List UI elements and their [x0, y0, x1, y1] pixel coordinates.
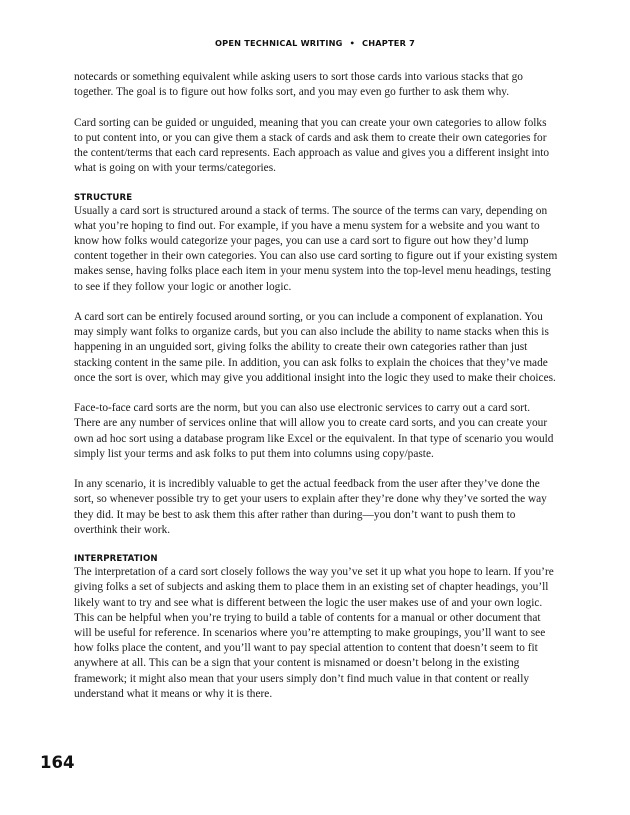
interpretation-heading: INTERPRETATION: [74, 554, 158, 565]
header-separator: •: [349, 38, 355, 48]
running-header: [0, 38, 630, 48]
structure-paragraph-electronic: Face-to-face card sorts are the norm, but you can also use electronic services to carry out a card sort. There are any number of services online that will allow you to create card sorts, and you can create your own ad hoc sort using a database program like Excel or the equivalent. In that type of scenario you would simply list your terms and ask folks to put them into columns using copy/paste.: [74, 402, 554, 460]
interpretation-paragraph: The interpretation of a card sort closely follows the way you’ve set it up what you hope to learn. If you’re giving folks a set of subjects and asking them to place them in an existing set of chapter headings, you’ll likely want to try and see what is different between the logic the user makes use of and your own logic. This can be helpful when you’re trying to build a table of contents for a manual or other document that will be useful for reference. In scenarios where you’re attempting to make groupings, you’ll want to see how folks place the content, and you’ll want to pay special attention to content that doesn’t seem to fit anywhere at all. This can be a sign that your content is misnamed or doesn’t belong in the existing framework; it might also mean that your users simply don’t find much value in that content or really understand what it means or why it is there.: [74, 566, 554, 700]
intro-continuation-paragraph: notecards or something equivalent while asking users to sort those cards into various stacks that go together. The goal is to figure out how folks sort, and you may even go further to ask them why.: [74, 71, 523, 99]
page-number: 164: [40, 753, 75, 772]
page-body: [74, 70, 558, 702]
structure-heading: STRUCTURE: [74, 192, 133, 203]
structure-paragraph-feedback: In any scenario, it is incredibly valuable to get the actual feedback from the user after they’ve done the sort, so whenever possible try to get your users to explain after they’re done why they’ve sorted the way they did. It may be best to ask them this after rather than during—you don’t want to push them to overthink their work.: [74, 478, 547, 536]
guided-unguided-paragraph: Card sorting can be guided or unguided, meaning that you can create your own categories to allow folks to put content into, or you can give them a stack of cards and ask them to create their own categories for the content/terms that each card represents. Each approach as value and gives you a different insight into what is going on with your terms/categories.: [74, 116, 550, 175]
book-title: OPEN TECHNICAL WRITING: [214, 38, 343, 48]
structure-paragraph-explanation: A card sort can be entirely focused around sorting, or you can include a component of explanation. You may simply want folks to organize cards, but you can also include the ability to name stacks when this is happening in an unguided sort, giving folks the ability to create their own categories rather than just stacking content in the same pile. In addition, you can ask folks to explain the choices that they’ve made once the sort is over, which may give you additional insight into the logic they used to make their choices.: [74, 311, 556, 384]
structure-paragraph-terms: Usually a card sort is structured around a stack of terms. The source of the terms can vary, depending on what you’re hoping to find out. For example, if you have a menu system for a website and you want to know how folks would categorize your pages, you can use a card sort to figure out how they’d lump content together in their own categories. You can also use card sorting to figure out if your existing system makes sense, having folks place each item in your menu system into the top-level menu headings, testing to see if they follow your logic or another logic.: [74, 204, 558, 293]
chapter-label: CHAPTER 7: [362, 38, 416, 48]
